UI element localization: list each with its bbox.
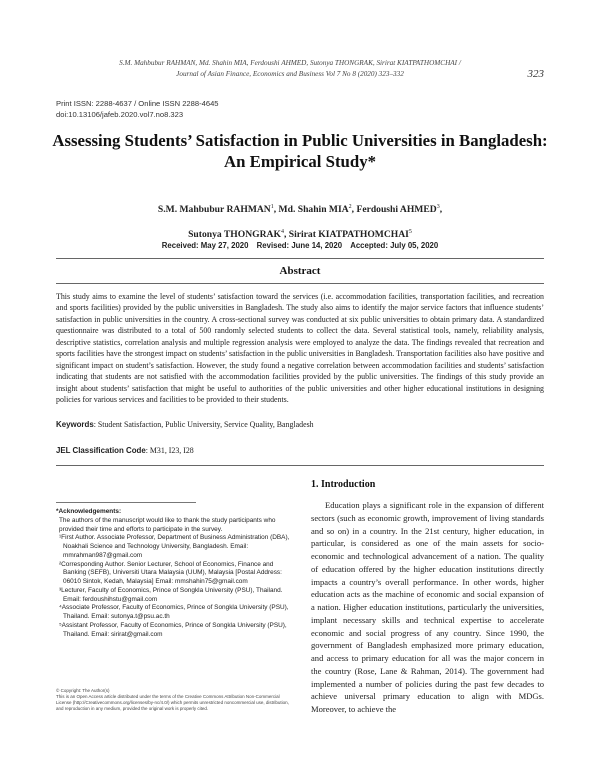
keywords-label: Keywords xyxy=(56,420,94,429)
author-name: Ferdoushi AHMED xyxy=(356,204,437,216)
author-line-2: Sutonya THONGRAK$^4$, Sirirat KIATPATHOMCHAI$^5$ xyxy=(188,229,412,241)
paper-title-line-2: An Empirical Study* xyxy=(224,152,376,171)
copyright-notice xyxy=(56,688,293,712)
issn-line: Print ISSN: 2288-4637 / Online ISSN 2288-4645 xyxy=(56,99,219,108)
running-head xyxy=(60,58,520,80)
paper-title xyxy=(40,130,560,172)
accepted-date: Accepted: July 05, 2020 xyxy=(350,241,439,250)
footnote-rule xyxy=(56,502,196,503)
received-date: Received: May 27, 2020 xyxy=(161,241,249,250)
abstract-heading: Abstract xyxy=(279,265,321,277)
introduction-heading: 1. Introduction xyxy=(311,479,376,490)
revised-date: Revised: June 14, 2020 xyxy=(256,241,343,250)
copyright-line: © Copyright: The Author(s) xyxy=(56,688,110,693)
footnote-2: ²Corresponding Author. Senior Lecturer, School of Economics, Finance and Banking (SEFB), Universiti Utara Malaysia (UUM), Malaysia [Postal Address: 06010 Sintok, Kedah, Malaysia] Email: mmshahin75@gmail.com xyxy=(59,560,282,585)
author-affiliation-mark: 3 xyxy=(436,204,440,210)
author-affiliation-mark: 2 xyxy=(348,204,352,210)
footnotes xyxy=(56,508,293,639)
footnote-1: ¹First Author. Associate Professor, Department of Business Administration (DBA), Noakhali Science and Technology University, Bangladesh. Email: mmrahman987@gmail.com xyxy=(59,534,290,559)
acknowledgements-text: The authors of the manuscript would like to thank the study participants who provided their time and efforts to participate in the survey. xyxy=(59,516,276,533)
jel-classification xyxy=(56,445,544,456)
section-divider-rule xyxy=(56,465,544,466)
running-head-authors: S.M. Mahbubur RAHMAN, Md. Shahin MIA, Ferdoushi AHMED, Sutonya THONGRAK, Sirirat KIATPATHOMCHAI / xyxy=(119,59,461,67)
author-list xyxy=(60,196,540,246)
footnote-5: ⁵Assistant Professor, Faculty of Economics, Prince of Songkla University (PSU), Thailand. Email: sirirat@gmail.com xyxy=(59,621,287,638)
submission-dates xyxy=(60,241,540,250)
introduction-body: Education plays a significant role in the expansion of different sectors (such as economic growth, improvement of living standards and so on) in a country. In the 21st century, higher education, in particular, is considered as one of the main assets for socio-economic and technological advancement of a nation. The quality of education offered by the higher education institutions directly impacts a country’s overall performance. In other words, higher education acts as the machine of economic and social expansion of a nation. Higher education institutions, particularly the universities, implant necessary skills and technical expertise to accelerate economic and social progress of any country. Since 1990, the government of Bangladesh emphasized more primary education, and access to primary education for all was the major concern in the country (Rose, Lane & Rahman, 2014). The government had implemented a number of policies during the past few decades to achieve universal primary education to align with MDGs. Moreover, to achieve the xyxy=(311,500,544,714)
jel-codes: : M31, I23, I28 xyxy=(145,446,194,455)
running-head-journal: Journal of Asian Finance, Economics and Business Vol 7 No 8 (2020) 323–332 xyxy=(176,70,404,78)
issn-block xyxy=(56,98,219,120)
author-affiliation-mark: 1 xyxy=(270,204,274,210)
doi-line[interactable]: doi:10.13106/jafeb.2020.vol7.no8.323 xyxy=(56,110,184,119)
author-name: Md. Shahin MIA xyxy=(278,204,349,216)
author-affiliation-mark: 5 xyxy=(408,229,412,236)
paper-title-line-1: Assessing Students’ Satisfaction in Public Universities in Bangladesh: xyxy=(52,131,548,150)
jel-label: JEL Classification Code xyxy=(56,446,146,455)
keywords xyxy=(56,419,544,430)
abstract-heading-rule xyxy=(56,283,544,284)
abstract-top-rule xyxy=(56,258,544,259)
footnote-3: ³Lecturer, Faculty of Economics, Prince of Songkla University (PSU), Thailand. Email: ferdoushihstu@gmail.com xyxy=(59,586,283,603)
author-name: S.M. Mahbubur RAHMAN xyxy=(157,204,271,216)
footnote-4: ⁴Associate Professor, Faculty of Economics, Prince of Songkla University (PSU), Thailand. Email: sutonya.t@psu.ac.th xyxy=(59,604,289,620)
keywords-text: : Student Satisfaction, Public University, Service Quality, Bangladesh xyxy=(93,420,314,429)
author-name: Sutonya THONGRAK xyxy=(188,229,281,241)
acknowledgements-heading: *Acknowledgements: xyxy=(56,508,122,515)
page-number: 323 xyxy=(527,68,544,80)
abstract-body: This study aims to examine the level of students’ satisfaction toward the services (i.e. accommodation facilities, transportation facilities, and recreation and sports facilities) provided by the public universities in Bangladesh. The study also aims to identify the major service factors that influence students’ satisfaction in public universities in the country. A cross-sectional survey was conducted at six public universities to obtain primary data. A standardized questionnaire was distributed to a total of 500 randomly selected students to collect the data. Several statistical tools, namely, reliability analysis, descriptive statistics, correlation analysis and multiple regression analysis were employed to analyze the data. The findings revealed that recreation and sports facilities have the strongest impact on students’ satisfaction in the public universities in Bangladesh. Transportation facilities also have positive and significant impact on student’s satisfaction. However, the study found a negative correlation between accommodation facilities and students’ satisfaction indicating that students are not satisfied with the accommodation facilities provided by the public universities. The findings of this study provide an insight about students’ satisfaction that might be useful to authorities of the public universities and other higher educational institutions in designing policies for various services and facilities to be provided to their students. xyxy=(56,292,544,405)
author-name: Sirirat KIATPATHOMCHAI xyxy=(288,229,409,241)
author-line-1: S.M. Mahbubur RAHMAN$^1$, Md. Shahin MIA$^2$, Ferdoushi AHMED$^3$, xyxy=(157,204,443,216)
license-text: This is an Open Access article distributed under the terms of the Creative Commons Attribution Non-Commercial License (http://Creativecommons.org/licenses/by-nc/4.0/) which permits unrestricted noncommercial use, distribution, and reproduction in any medium, provided the original work is properly cited. xyxy=(56,694,289,712)
author-affiliation-mark: 4 xyxy=(280,229,284,236)
